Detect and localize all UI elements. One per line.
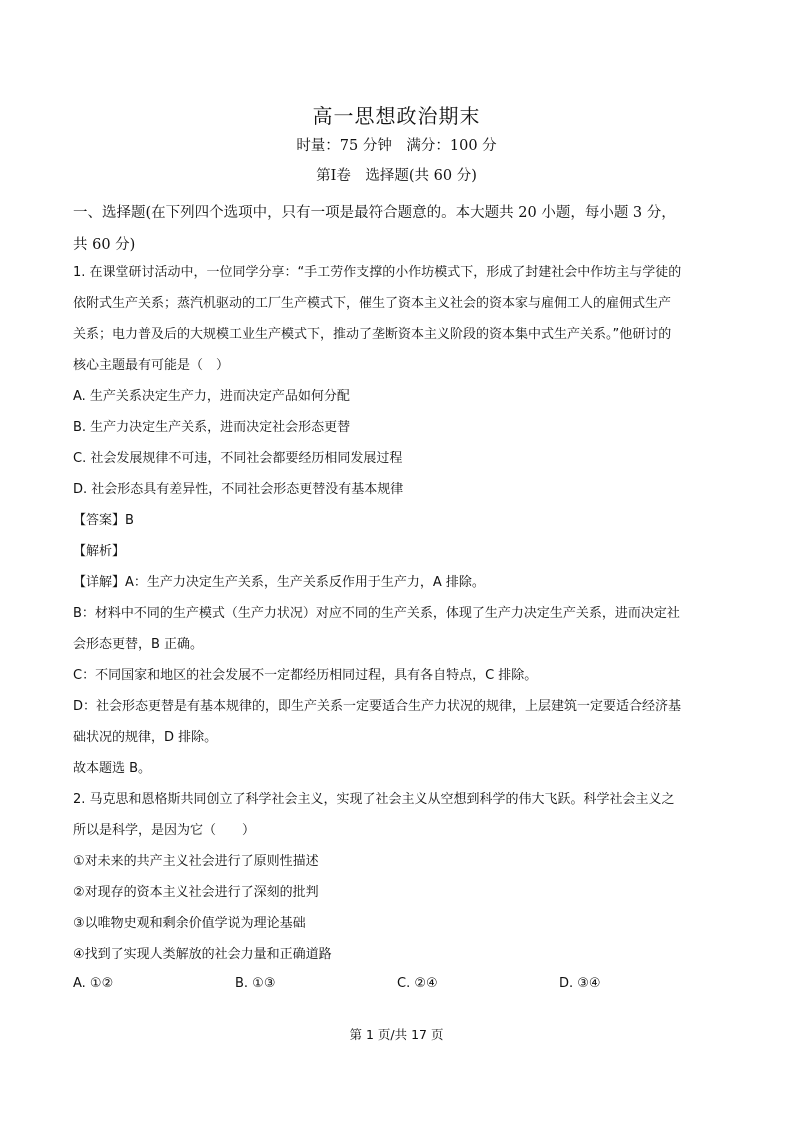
question-stem-line: 2. 马克思和恩格斯共同创立了科学社会主义，实现了社会主义从空想到科学的伟大飞跃。科学社会主义之 (73, 792, 675, 807)
option-a: A. 生产关系决定生产力，进而决定产品如何分配 (73, 389, 350, 404)
statement-item: ③以唯物史观和剩余价值学说为理论基础 (73, 916, 306, 931)
statement-item: ④找到了实现人类解放的社会力量和正确道路 (73, 947, 332, 962)
option-d: D. 社会形态具有差异性，不同社会形态更替没有基本规律 (73, 482, 404, 497)
question-stem-line: 所以是科学，是因为它（ ） (73, 823, 256, 838)
statement-item: ②对现存的资本主义社会进行了深刻的批判 (73, 885, 319, 900)
analysis-line: 【详解】A：生产力决定生产关系，生产关系反作用于生产力，A 排除。 (73, 575, 485, 590)
question-stem-line: 关系；电力普及后的大规模工业生产模式下，推动了垄断资本主义阶段的资本集中式生产关系。”他研讨的 (73, 327, 672, 342)
section-heading-line: 一、选择题(在下列四个选项中，只有一项是最符合题意的。本大题共 20 小题，每小题 3 分， (73, 205, 676, 221)
option-b: B. 生产力决定生产关系，进而决定社会形态更替 (73, 420, 351, 435)
choice-a: A. ①② (73, 976, 114, 991)
option-c: C. 社会发展规律不可违，不同社会都要经历相同发展过程 (73, 451, 403, 466)
exam-meta: 时量：75 分钟 满分：100 分 (296, 138, 497, 154)
analysis-label: 【解析】 (73, 544, 126, 559)
analysis-conclusion: 故本题选 B。 (73, 761, 152, 776)
section-heading (73, 197, 723, 261)
answer-label: 【答案】B (73, 513, 134, 528)
statement-item: ①对未来的共产主义社会进行了原则性描述 (73, 854, 319, 869)
analysis-line: B：材料中不同的生产模式（生产力状况）对应不同的生产关系，体现了生产力决定生产关系，进而决定社 (73, 606, 680, 621)
volume-heading: 第Ⅰ卷 选择题(共 60 分) (316, 168, 477, 184)
choice-d: D. ③④ (559, 976, 601, 991)
exam-title: 高一思想政治期末 (312, 104, 481, 128)
analysis-line: 会形态更替，B 正确。 (73, 637, 204, 652)
question-stem-line: 核心主题最有可能是（ ） (73, 358, 230, 373)
choice-b: B. ①③ (235, 976, 276, 991)
analysis-line: 础状况的规律，D 排除。 (73, 730, 218, 745)
analysis-line: C：不同国家和地区的社会发展不一定都经历相同过程，具有各自特点，C 排除。 (73, 668, 538, 683)
question-2-choices (73, 976, 723, 991)
choice-c: C. ②④ (397, 976, 438, 991)
question-1 (73, 257, 723, 970)
analysis-line: D：社会形态更替是有基本规律的，即生产关系一定要适合生产力状况的规律，上层建筑一定要适合经济基 (73, 699, 682, 714)
page-number: 第 1 页/共 17 页 (349, 1027, 444, 1042)
question-stem-line: 1. 在课堂研讨活动中，一位同学分享：“手工劳作支撑的小作坊模式下，形成了封建社会中作坊主与学徒的 (73, 265, 682, 280)
question-stem-line: 依附式生产关系；蒸汽机驱动的工厂生产模式下，催生了资本主义社会的资本家与雇佣工人的雇佣式生产 (73, 296, 672, 311)
section-heading-line: 共 60 分) (73, 237, 136, 253)
